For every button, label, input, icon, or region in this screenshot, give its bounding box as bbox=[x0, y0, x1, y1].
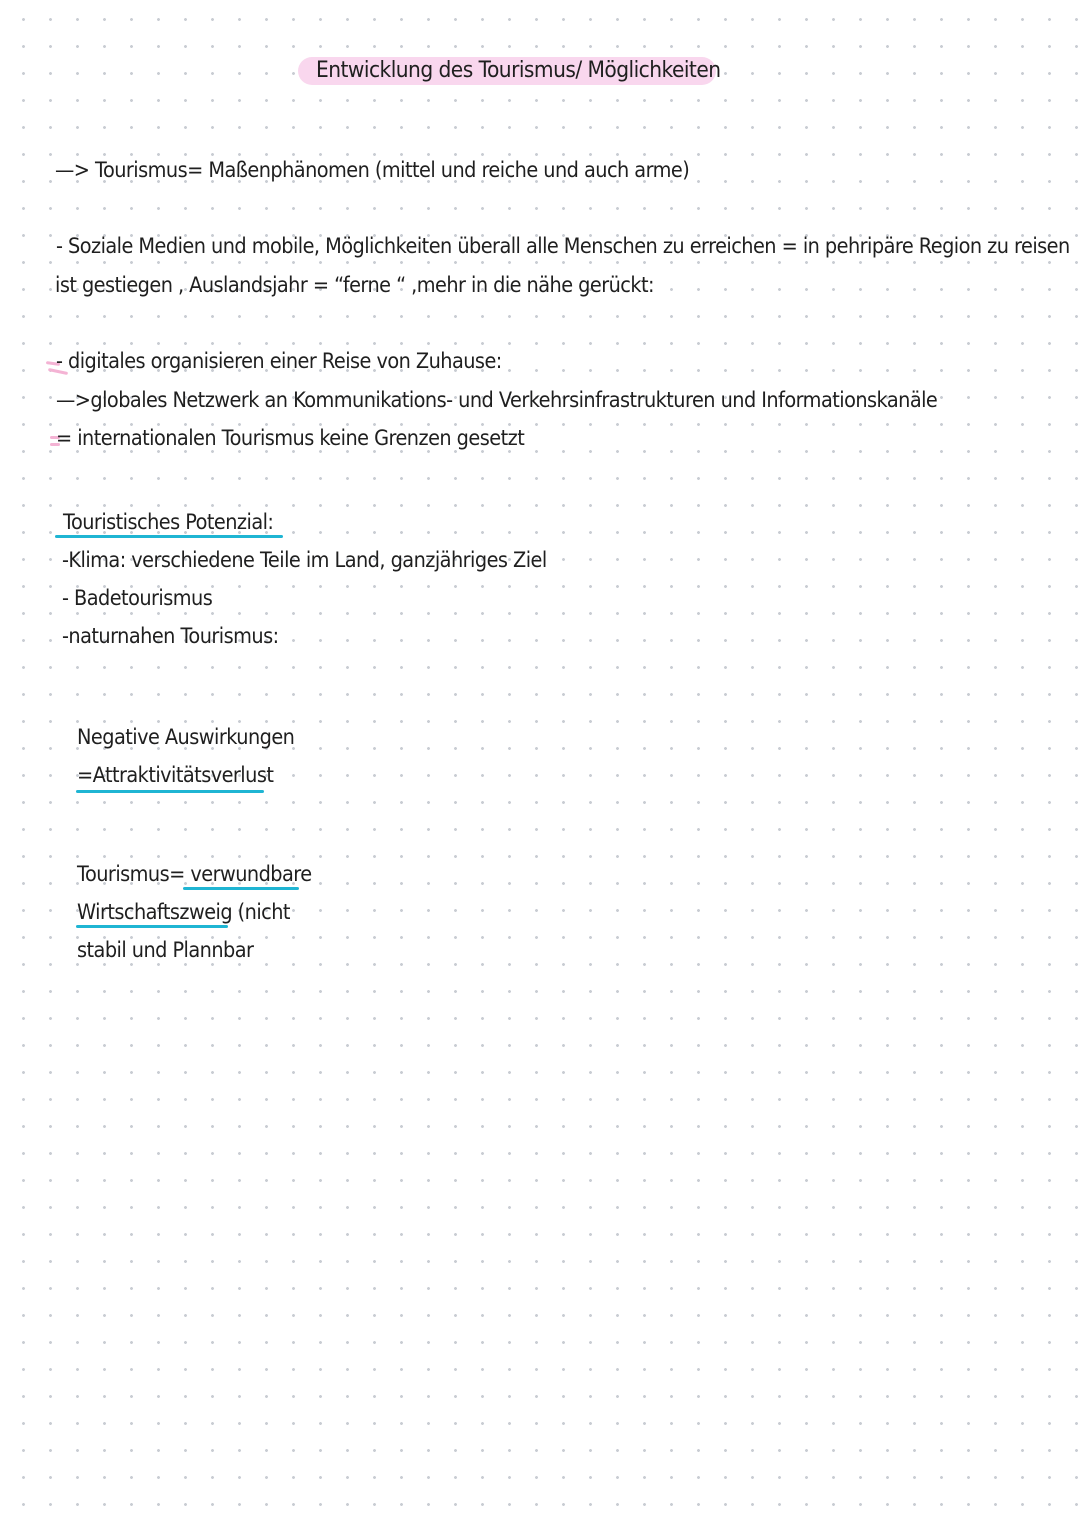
title-text: Entwicklung des Tourismus/ Möglichkeiten bbox=[316, 58, 721, 83]
potenzial-item-klima: -Klima: verschiedene Teile im Land, ganzjähriges Ziel bbox=[62, 548, 547, 572]
negative-underline bbox=[76, 790, 264, 793]
page-title bbox=[298, 55, 721, 85]
wirtschaft-line-1: Tourismus= verwundbare bbox=[77, 862, 312, 886]
soziale-medien-line-2: ist gestiegen , Auslandsjahr = “ferne “ ,mehr in die nähe gerückt: bbox=[55, 273, 654, 297]
verwundbare-underline bbox=[183, 887, 299, 890]
wirtschaftszweig-underline bbox=[76, 925, 228, 928]
digital-line-1: - digitales organisieren einer Reise von Zuhause: bbox=[56, 349, 502, 373]
wirtschaft-line-2: Wirtschaftszweig (nicht bbox=[77, 900, 290, 924]
massenphaenomen-line: —> Tourismus= Maßenphänomen (mittel und reiche und auch arme) bbox=[55, 158, 690, 182]
digital-line-2: —>globales Netzwerk an Kommunikations- und Verkehrsinfrastrukturen und Informationskanäle bbox=[56, 388, 938, 412]
potenzial-item-natur: -naturnahen Tourismus: bbox=[62, 624, 279, 648]
potenzial-item-bade: - Badetourismus bbox=[62, 586, 213, 610]
negative-line-1: Negative Auswirkungen bbox=[77, 725, 295, 749]
negative-line-2: =Attraktivitätsverlust bbox=[77, 763, 274, 787]
potenzial-heading: Touristisches Potenzial: bbox=[63, 510, 274, 534]
potenzial-underline bbox=[55, 535, 283, 538]
digital-line-3: = internationalen Tourismus keine Grenzen gesetzt bbox=[56, 426, 525, 450]
wirtschaft-line-3: stabil und Plannbar bbox=[77, 938, 254, 962]
soziale-medien-line-1: - Soziale Medien und mobile, Möglichkeiten überall alle Menschen zu erreichen = in pehripäre Region zu reisen bbox=[56, 234, 1070, 258]
